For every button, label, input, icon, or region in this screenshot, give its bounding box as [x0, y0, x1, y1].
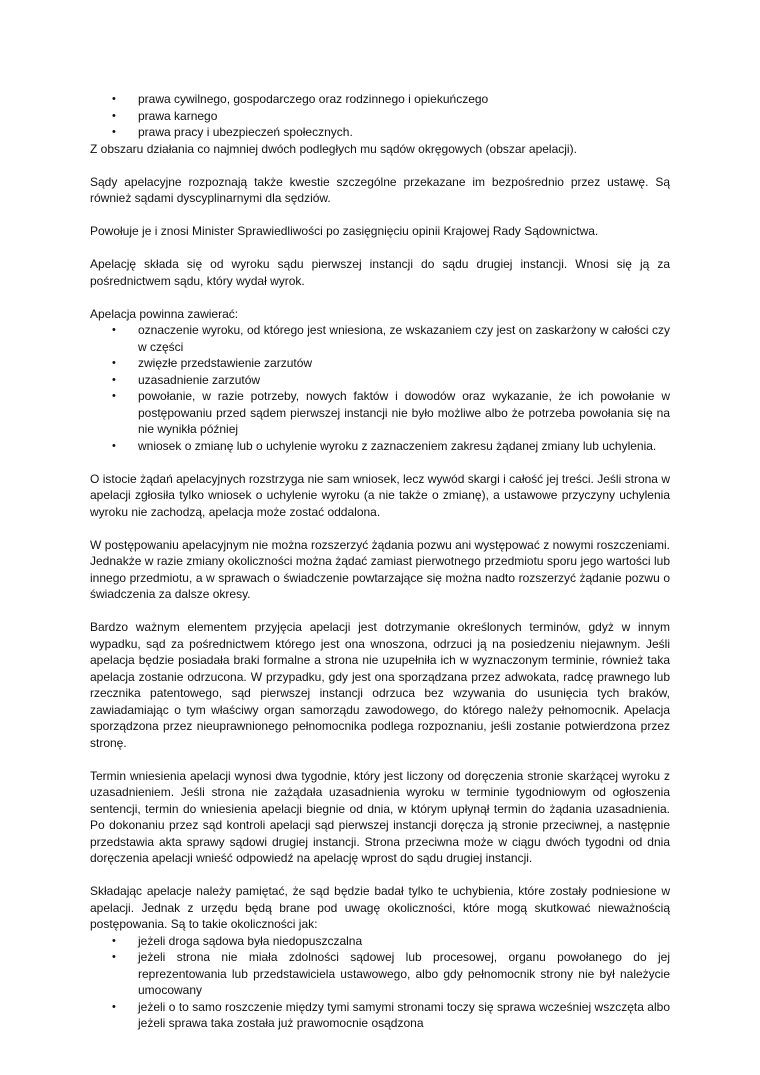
bullet-icon: • — [112, 373, 116, 386]
list-item: • jeżeli strona nie miała zdolności sądowej lub procesowej, organu powołanego do jej reprezentowania lub przedstawiciela ustawowego, albo gdy pełnomocnik strony nie był należycie umocowany — [112, 950, 670, 997]
list-item: • powołanie, w razie potrzeby, nowych faktów i dowodów oraz wykazanie, że ich powołanie w postępowaniu przed sądem pierwszej instancji nie było możliwe albo że potrzeba powołania się na nie wynikła później — [112, 389, 670, 436]
paragraph: Apelacja powinna zawierać: — [90, 306, 239, 321]
bullet-icon: • — [112, 951, 116, 963]
paragraph: Termin wniesienia apelacji wynosi dwa tygodnie, który jest liczony od doręczenia stronie skarżącej wyroku z uzasadnieniem. Jeśli strona nie zażądała uzasadnienia wyroku w terminie tygodniowym od ogłoszenia sentencji, termin do wniesienia apelacji biegnie od dnia, w którym upłynął termin do żądania uzasadnienia. Po dokonaniu przez sąd kontroli apelacji sąd pierwszej instancji doręcza ją stronie przeciwnej, a następnie przedstawia akta sprawy sądowi drugiej instancji. Strona przeciwna może w ciągu dwóch tygodni od dnia doręczenia apelacji wnieść odpowiedź na apelację wprost do sądu drugiej instancji. — [90, 768, 670, 865]
list-item: • prawa karnego — [112, 108, 218, 123]
list-item: • wniosek o zmianę lub o uchylenie wyroku z zaznaczeniem zakresu żądanej zmiany lub uchylenia. — [112, 438, 657, 453]
bullet-icon: • — [112, 109, 116, 122]
bullet-icon: • — [112, 1000, 116, 1013]
bullet-icon: • — [112, 934, 116, 947]
paragraph: O istocie żądań apelacyjnych rozstrzyga nie sam wniosek, lecz wywód skargi i całość jej treści. Jeśli strona w apelacji zgłosiła tylko wniosek o uchylenie wyroku (a nie także o zmianę), a ustawowe przyczyny uchylenia wyroku nie zachodzą, apelacja może zostać oddalona. — [90, 471, 670, 519]
paragraph: Sądy apelacyjne rozpoznają także kwestie szczególne przekazane im bezpośrednio przez ustawę. Są również sądami dyscyplinarnymi dla sędziów. — [90, 174, 670, 205]
list-item: • oznaczenie wyroku, od którego jest wniesiona, ze wskazaniem czy jest on zaskarżony w całości czy w części — [112, 323, 670, 354]
paragraph: Powołuje je i znosi Minister Sprawiedliwości po zasięgnięciu opinii Krajowej Rady Sądownictwa. — [90, 224, 599, 238]
nullity-circumstances-list — [90, 933, 670, 1032]
bullet-icon: • — [112, 357, 116, 369]
paragraph: Apelację składa się od wyroku sądu pierwszej instancji do sądu drugiej instancji. Wnosi się ją za pośrednictwem sądu, który wydał wyrok. — [90, 257, 670, 288]
list-item: • prawa cywilnego, gospodarczego oraz rodzinnego i opiekuńczego — [112, 92, 489, 106]
paragraph: Składając apelacje należy pamiętać, że sąd będzie badał tylko te uchybienia, które zostały podniesione w apelacji. Jednak z urzędu będą brane pod uwagę okoliczności, które mogą skutkować nieważnością postępowania. Są to takie okoliczności jak: — [90, 884, 670, 931]
bullet-icon: • — [112, 439, 116, 452]
list-item: • prawa pracy i ubezpieczeń społecznych. — [112, 125, 353, 139]
list-item: • zwięzłe przedstawienie zarzutów — [112, 356, 313, 370]
list-item: • uzasadnienie zarzutów — [112, 372, 261, 387]
document-page — [90, 91, 670, 1032]
paragraph: W postępowaniu apelacyjnym nie można rozszerzyć żądania pozwu ani występować z nowymi roszczeniami. Jednakże w razie zmiany okoliczności można żądać zamiast pierwotnego przedmiotu sporu jego wartości lub innego przedmiotu, a w sprawach o świadczenie powtarzające się można nadto rozszerzyć żądanie pozwu o świadczenia za dalsze okresy. — [90, 537, 670, 601]
paragraph: Bardzo ważnym elementem przyjęcia apelacji jest dotrzymanie określonych terminów, gdyż w innym wypadku, sąd za pośrednictwem którego jest ona wnoszona, odrzuci ją na posiedzeniu niejawnym. Jeśli apelacja będzie posiadała braki formalne a strona nie uzupełniła ich w wyznaczonym terminie, również taka apelacja zostanie odrzucona. W przypadku, gdy jest ona sporządzana przez adwokata, radcę prawnego lub rzecznika patentowego, sąd pierwszej instancji odrzuca bez wzywania do usunięcia tych braków, zawiadamiając o tym właściwy organ samorządu zawodowego, do którego należy pełnomocnik. Apelacja sporządzona przez nieuprawnionego pełnomocnika podlega rozpoznaniu, jeśli zostanie potwierdzona przez stronę. — [90, 620, 670, 750]
bullet-icon: • — [112, 324, 116, 336]
bullet-icon: • — [112, 93, 116, 105]
bullet-icon: • — [112, 390, 116, 402]
list-item: • jeżeli droga sądowa była niedopuszczalna — [112, 933, 363, 948]
list-item: • jeżeli o to samo roszczenie między tymi samymi stronami toczy się sprawa wcześniej wszczęta albo jeżeli sprawa taka została już prawomocnie osądzona — [112, 999, 670, 1030]
appeal-contents-list — [90, 322, 670, 454]
paragraph: Z obszaru działania co najmniej dwóch podległych mu sądów okręgowych (obszar apelacji). — [90, 141, 577, 156]
bullet-icon: • — [112, 126, 116, 138]
law-branches-list — [90, 91, 670, 141]
